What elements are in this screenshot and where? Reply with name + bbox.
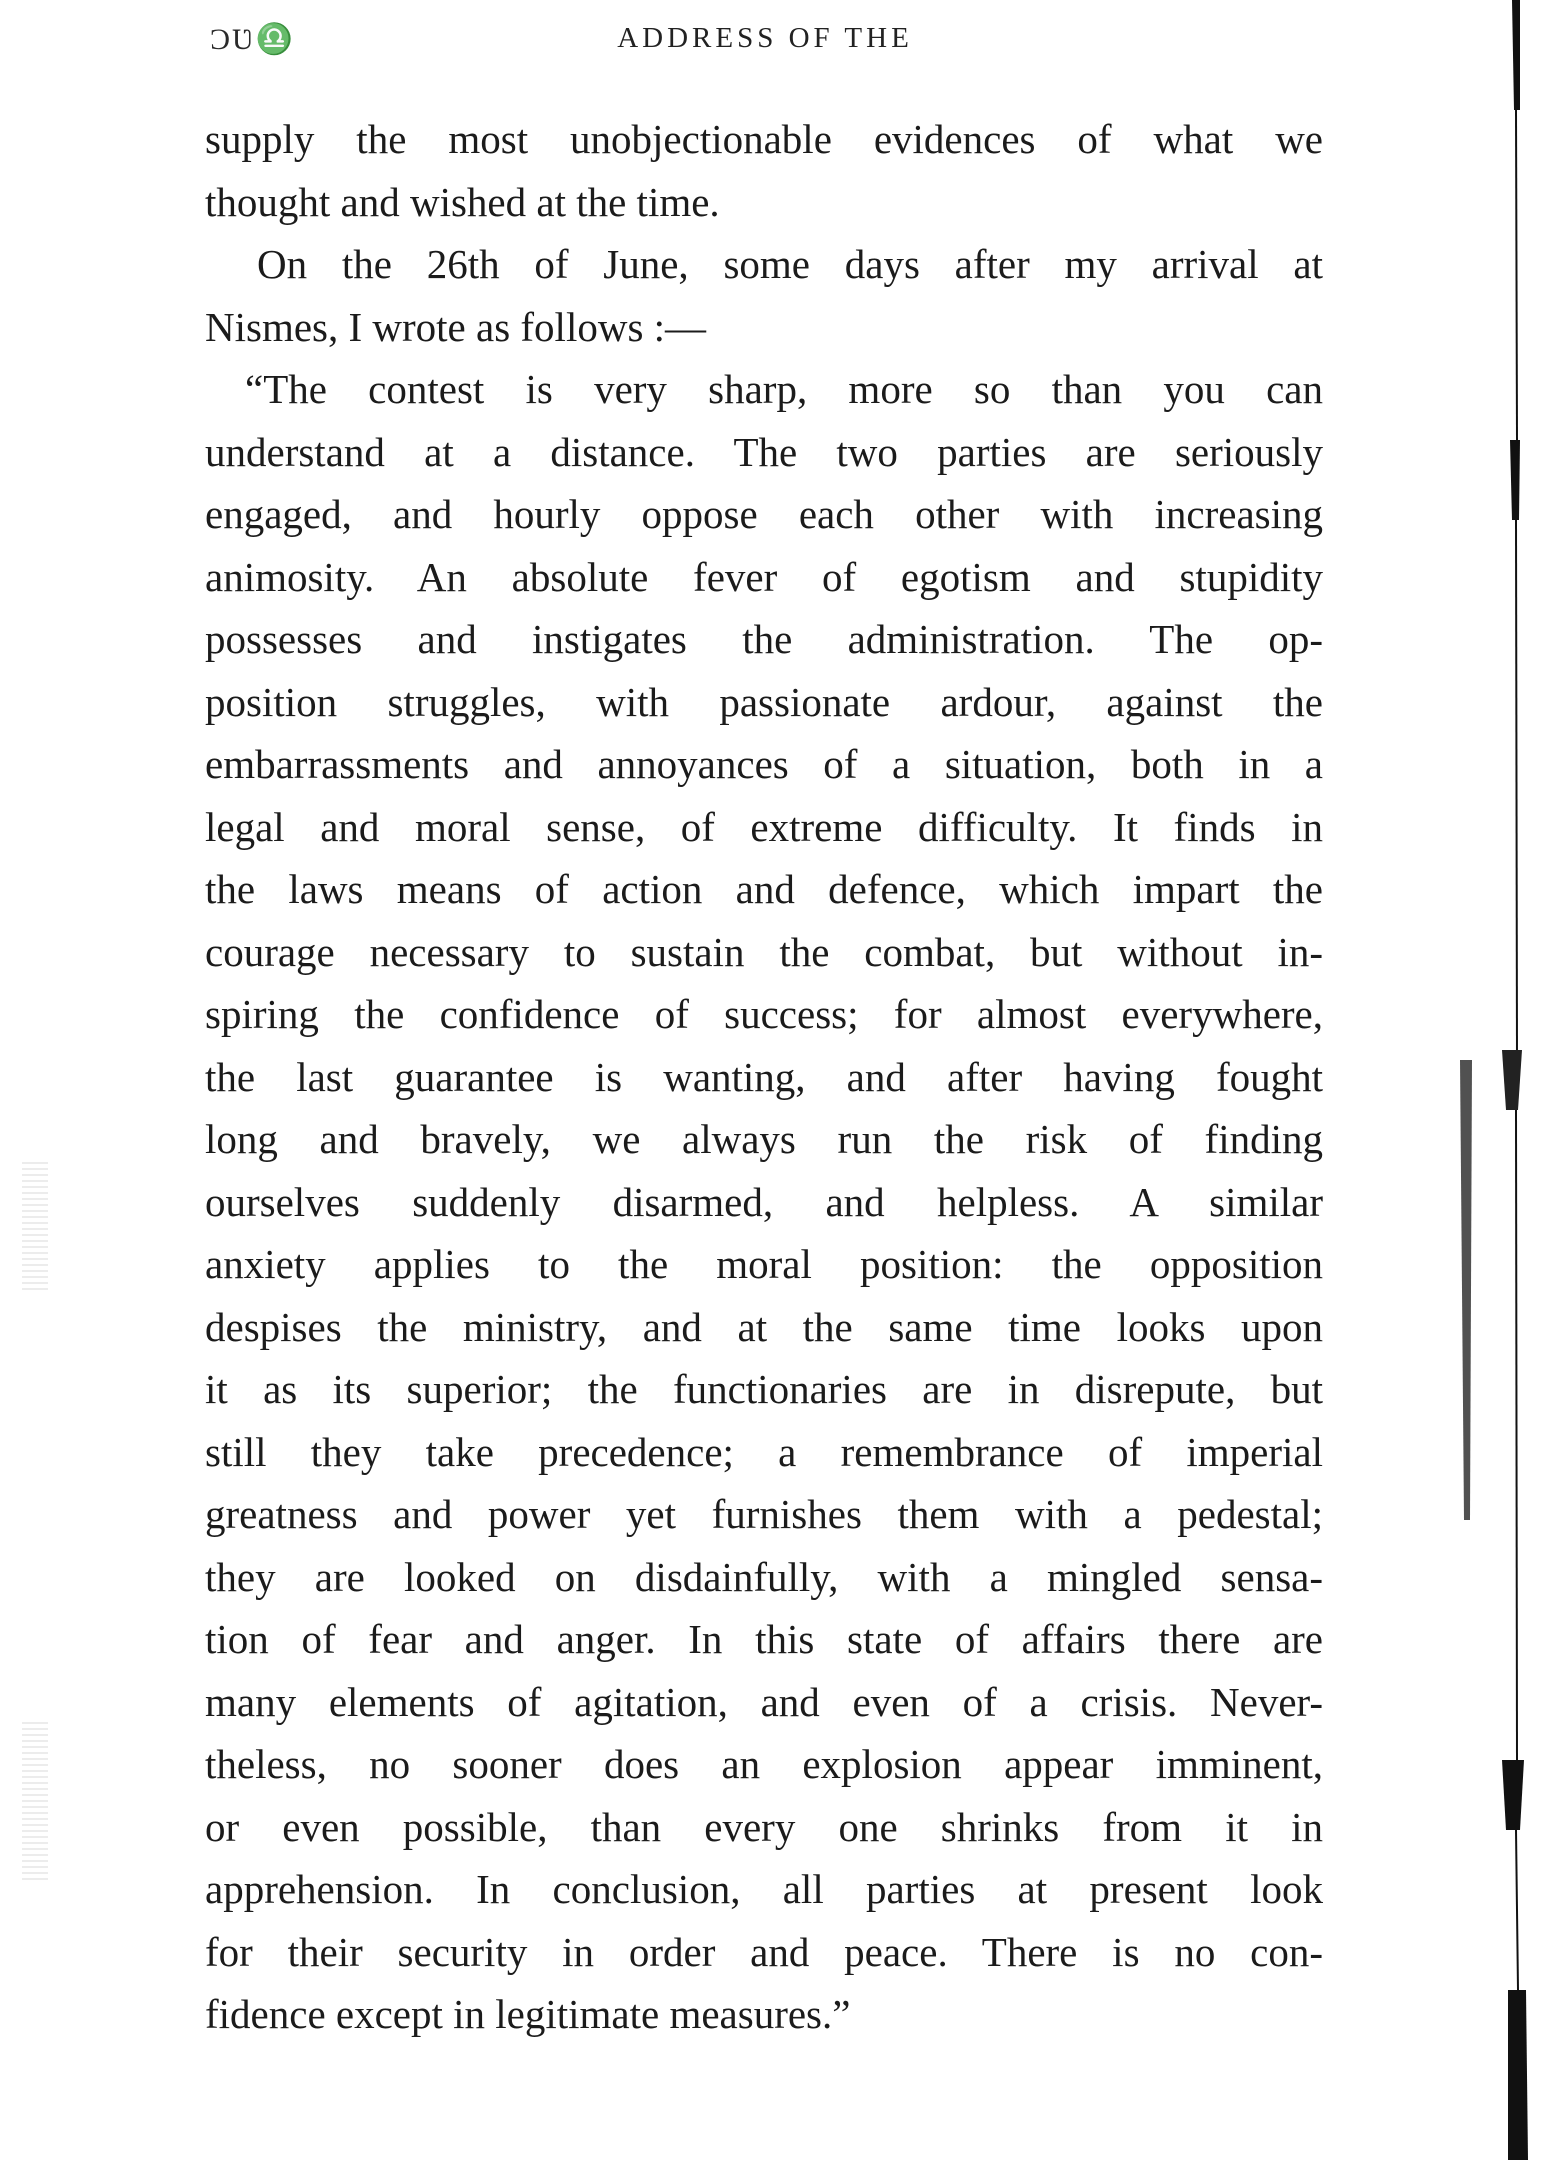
text-line: apprehension. In conclusion, all parties at present look — [205, 1866, 1323, 1912]
binding-mark — [1512, 0, 1520, 110]
text-line: legal and moral sense, of extreme difficulty. It finds in — [205, 803, 1323, 850]
text-line: they are looked on disdainfully, with a mingled sensa- — [205, 1553, 1323, 1600]
text-line: it as its superior; the functionaries are in disrepute, but — [205, 1366, 1323, 1412]
page-header — [200, 18, 1330, 66]
binding-rule — [1516, 520, 1517, 1060]
text-line: still they take precedence; a remembrance of imperial — [205, 1428, 1323, 1475]
text-line: supply the most unobjectionable evidences of what we — [205, 116, 1323, 162]
binding-rule — [1516, 1830, 1518, 1990]
text-line: possesses and instigates the administration. The op- — [205, 616, 1323, 662]
text-line: courage necessary to sustain the combat, but without in- — [205, 928, 1323, 975]
text-line: for their security in order and peace. There is no con- — [205, 1928, 1323, 1975]
binding-mark — [1460, 1060, 1472, 1520]
running-title: ADDRESS OF THE — [617, 22, 913, 54]
text-line: position struggles, with passionate ardour, against the — [205, 678, 1323, 725]
text-line: anxiety applies to the moral position: the opposition — [205, 1241, 1323, 1287]
binding-rule — [1516, 110, 1517, 440]
binding-edge — [1440, 0, 1560, 2160]
text-line: ourselves suddenly disarmed, and helpless. A similar — [205, 1178, 1323, 1225]
scan-speckle — [22, 1720, 48, 1880]
text-line: greatness and power yet furnishes them with a pedestal; — [205, 1491, 1323, 1537]
text-line: embarrassments and annoyances of a situation, both in a — [205, 741, 1323, 787]
text-line: many elements of agitation, and even of a crisis. Never- — [205, 1678, 1323, 1725]
body-text — [205, 108, 1323, 2046]
text-line: fidence except in legitimate measures.” — [205, 1991, 851, 2037]
text-line: spiring the confidence of success; for almost everywhere, — [205, 991, 1323, 1037]
text-line: On the 26th of June, some days after my arrival at — [257, 241, 1323, 287]
text-line: or even possible, than every one shrinks from it in — [205, 1803, 1323, 1850]
text-line: despises the ministry, and at the same time looks upon — [205, 1303, 1323, 1350]
text-line: understand at a distance. The two parties are seriously — [205, 428, 1323, 475]
text-line: animosity. An absolute fever of egotism and stupidity — [205, 553, 1323, 600]
text-line: thought and wished at the time. — [205, 178, 720, 225]
text-line: “The contest is very sharp, more so than you can — [245, 366, 1323, 412]
text-line: the last guarantee is wanting, and after having fought — [205, 1053, 1323, 1100]
page-number: ƆƲ♎ — [210, 23, 296, 56]
text-line: engaged, and hourly oppose each other with increasing — [205, 491, 1323, 537]
text-line: tion of fear and anger. In this state of affairs there are — [205, 1616, 1323, 1662]
binding-mark — [1502, 1760, 1524, 1830]
text-line: Nismes, I wrote as follows :— — [205, 303, 707, 350]
binding-mark — [1502, 1050, 1522, 1110]
text-line: the laws means of action and defence, which impart the — [205, 866, 1323, 912]
scan-speckle — [22, 1160, 48, 1290]
text-line: theless, no sooner does an explosion appear imminent, — [205, 1741, 1323, 1787]
binding-rule — [1516, 1110, 1517, 1760]
binding-marks — [1440, 0, 1560, 2160]
text-line: long and bravely, we always run the risk of finding — [205, 1116, 1323, 1162]
binding-mark — [1508, 1990, 1528, 2160]
binding-mark — [1510, 440, 1520, 520]
